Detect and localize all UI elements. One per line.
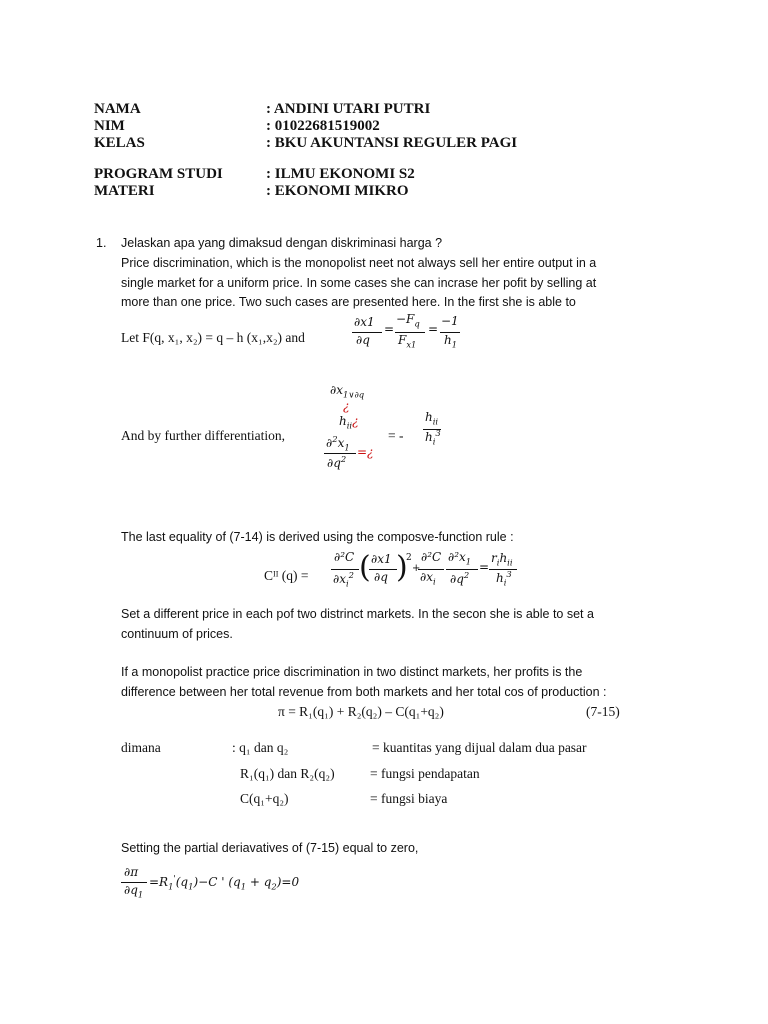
cii-f-den-main: h — [496, 571, 504, 585]
final-rhs-sup: ' — [173, 873, 176, 883]
further-rden-sub: i — [432, 436, 436, 447]
para1-line2: single market for a uniform price. In some cases she can incrase her pofit by selling at — [121, 276, 597, 290]
para3-line1: If a monopolist practice price discrimination in two distinct markets, her profits is the — [121, 665, 583, 679]
label-materi: MATERI — [94, 183, 155, 199]
final-rhs-end: )=0 — [276, 875, 300, 889]
further-rden-sup: 3 — [435, 428, 441, 438]
further-num-sup: 2 — [332, 434, 338, 444]
label-nama: NAMA — [94, 101, 141, 117]
value-kelas: : BKU AKUNTANSI REGULER PAGI — [266, 135, 518, 151]
let-frac3-num: −1 — [441, 314, 459, 328]
further-num-x: x — [337, 436, 345, 450]
further-hii — [339, 414, 359, 430]
para1-line1: Price discrimination, which is the monopolist neet not always sell her entire output in a — [121, 256, 597, 270]
let-frac3-den-main: h — [444, 333, 452, 347]
cii-a-num: ∂²C — [334, 550, 355, 564]
cii-b-den: ∂q — [374, 570, 388, 584]
let-frac2-num-sub: q — [414, 318, 420, 329]
para2-line1: Set a different price in each pof two distrinct markets. In the secon she is able to set a — [121, 607, 594, 621]
let-text: Let F(q, x₁, x₂) = q – h (x₁,x₂) and — [121, 330, 305, 345]
cii-f-den-sup: 3 — [506, 569, 512, 579]
further-equals-minus: = - — [388, 428, 404, 443]
final-rhs-r: =R — [149, 875, 169, 889]
def2-desc: = fungsi pendapatan — [370, 766, 480, 781]
let-frac2-den — [398, 333, 416, 349]
question-text: Jelaskan apa yang dimaksud dengan diskriminasi harga ? — [121, 236, 443, 250]
further-hii-sub: ii — [346, 420, 353, 431]
let-frac2-num — [396, 312, 420, 328]
cii-a-den-sub: i — [345, 578, 349, 589]
further-rnum — [425, 410, 438, 426]
cii-e-num-sub: 1 — [465, 556, 472, 567]
cii-rparen: ) — [396, 550, 408, 585]
cii-c-den — [420, 570, 436, 586]
equation-number: (7-15) — [586, 704, 620, 719]
further-num-sub: 1 — [344, 442, 350, 453]
para3-line2: difference between her total revenue from both markets and her total cos of production : — [121, 685, 607, 699]
setting-text: Setting the partial deriavatives of (7-15) equal to zero, — [121, 841, 419, 855]
further-red3: =¿ — [357, 445, 374, 459]
cii-plus: + — [412, 563, 421, 574]
cii-e-den — [450, 570, 469, 586]
final-rhs-csub: 1 — [240, 881, 247, 892]
further-top-sub: 1∨∂q — [342, 389, 365, 400]
cii-f-num-hsub: ii — [507, 557, 513, 568]
def2-term: R₁(q₁) dan R₂(q₂) — [240, 766, 335, 781]
cii-e-num-main: ∂²x — [448, 550, 466, 564]
let-frac1-den: ∂q — [356, 333, 370, 347]
cii-f-num-rsub: i — [496, 557, 500, 568]
cii-a-den — [333, 570, 354, 588]
further-den — [327, 454, 346, 470]
cii-e-den-main: ∂q — [450, 572, 464, 586]
further-den-main: ∂q — [327, 456, 341, 470]
cii-lparen: ( — [359, 550, 371, 585]
let-eq2: = — [428, 322, 439, 336]
final-rhs-q2: + q — [246, 875, 272, 889]
further-num-d: ∂ — [326, 436, 333, 450]
value-nama: : ANDINI UTARI PUTRI — [266, 101, 431, 117]
dimana-label: dimana — [121, 740, 161, 755]
def3-desc: = fungsi biaya — [370, 791, 448, 806]
final-den-sub: 1 — [137, 889, 144, 900]
profit-equation: π = R₁(q₁) + R₂(q₂) – C(q₁+q₂) — [278, 704, 444, 719]
label-nim: NIM — [94, 118, 125, 134]
cii-c-num: ∂²C — [421, 550, 442, 564]
cii-f-den-sub: i — [503, 577, 507, 588]
let-frac3-den-sub: 1 — [451, 339, 458, 350]
def1-desc: = kuantitas yang dijual dalam dua pasar — [372, 740, 587, 755]
final-rhs-sub: 1 — [168, 881, 174, 892]
let-frac2-den-sub: x1 — [406, 339, 417, 350]
further-rden — [425, 428, 441, 446]
para1-line3: more than one price. Two such cases are presented here. In the first she is able to — [121, 295, 576, 309]
further-rnum-main: h — [425, 410, 433, 424]
last-equality-text: The last equality of (7-14) is derived using the composve-function rule : — [121, 530, 514, 544]
cii-f-num-h: h — [499, 551, 508, 565]
final-num: ∂π — [124, 865, 139, 879]
let-frac2-den-main: F — [398, 333, 407, 347]
further-rden-main: h — [425, 430, 433, 444]
cii-a-den-sup: 2 — [348, 570, 355, 580]
final-rhs-q1: (q — [175, 875, 189, 889]
cii-e-num — [448, 550, 471, 566]
cii-eq: = — [479, 560, 490, 574]
cii-f-den — [496, 569, 512, 587]
final-rhs-c: )−C ' (q — [193, 875, 241, 889]
final-rhs-q1sub: 1 — [188, 881, 194, 892]
cii-c-den-main: ∂x — [420, 570, 433, 584]
cii-f-num-r: r — [491, 551, 497, 565]
final-den-main: ∂q — [124, 883, 138, 897]
value-nim: : 01022681519002 — [266, 118, 380, 134]
cii-e-den-sup: 2 — [463, 570, 470, 580]
def1-term: : q₁ dan q₂ — [232, 740, 289, 755]
label-kelas: KELAS — [94, 135, 145, 151]
further-hii-main: h — [339, 414, 347, 428]
let-frac2-num-main: −F — [396, 312, 415, 326]
para2-line2: continuum of prices. — [121, 627, 233, 641]
further-top-main: ∂x — [330, 383, 343, 397]
final-den — [124, 883, 143, 899]
def3-term: C(q₁+q₂) — [240, 791, 289, 806]
further-red1: ¿ — [343, 399, 350, 413]
value-materi: : EKONOMI MIKRO — [266, 183, 409, 199]
cii-a-den-main: ∂x — [333, 572, 346, 586]
further-top — [330, 383, 364, 399]
further-text: And by further differentiation, — [121, 428, 285, 443]
label-program-studi: PROGRAM STUDI — [94, 166, 223, 182]
question-number: 1. — [96, 236, 107, 250]
final-rhs-q2sub: 2 — [271, 881, 277, 892]
further-den-sup: 2 — [340, 454, 347, 464]
let-frac1-num: ∂x1 — [354, 315, 375, 329]
value-program-studi: : ILMU EKONOMI S2 — [266, 166, 415, 182]
let-frac3-den — [444, 333, 457, 349]
cii-f-num — [491, 551, 513, 567]
cii-text: Cᴵᴵ (q) = — [264, 568, 309, 583]
cii-b-num: ∂x1 — [371, 552, 392, 566]
final-rhs — [149, 873, 299, 891]
further-rnum-sub: ii — [432, 416, 439, 427]
further-num — [326, 434, 350, 452]
let-eq1: = — [384, 322, 395, 336]
further-red2: ¿ — [352, 414, 359, 428]
cii-b-sup: 2 — [406, 553, 412, 563]
cii-c-den-sub: i — [432, 576, 436, 587]
